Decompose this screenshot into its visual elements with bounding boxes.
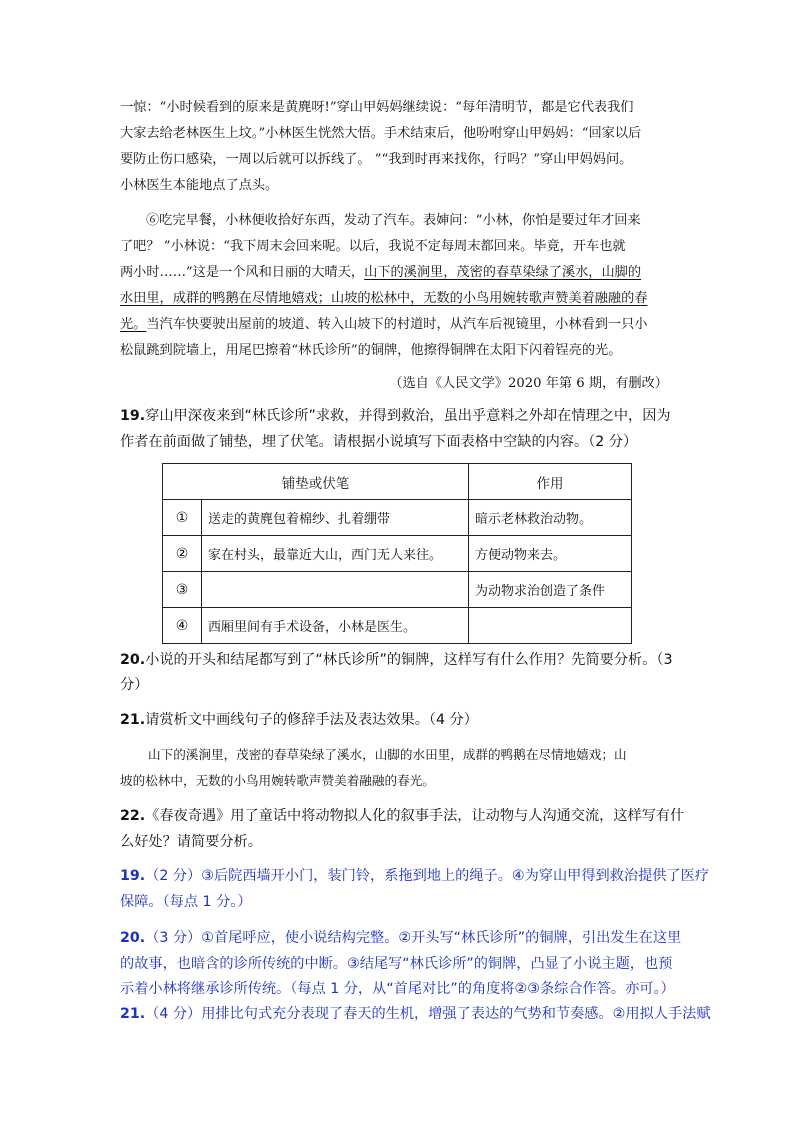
passage-line: 要防止伤口感染，一周以后就可以拆线了。 ”“我到时再来找你，行吗？”穿山甲妈妈问。 xyxy=(120,152,633,167)
question-text: 请赏析文中画线句子的修辞手法及表达效果。（4 分） xyxy=(145,712,478,728)
question-text: 小说的开头和结尾都写到了“林氏诊所”的铜牌，这样写有什么作用？先简要分析。（3 xyxy=(145,652,673,668)
answer-number: 21. xyxy=(120,1006,146,1022)
quoted-sentence: 山下的溪涧里，茂密的春草染绿了溪水，山脚的水田里，成群的鸭鹅在尽情地嬉戏；山 xyxy=(148,747,627,762)
row-number: ④ xyxy=(163,608,202,644)
underlined-sentence: 水田里，成群的鸭鹅在尽情地嬉戏；山坡的松林中，无数的小鸟用婉转歌声赞美着融融的春 xyxy=(120,291,648,306)
question-22 xyxy=(120,806,684,826)
question-21 xyxy=(120,710,478,730)
effect-cell xyxy=(469,608,632,644)
passage-line xyxy=(120,315,648,335)
passage-line: 一惊：“小时候看到的原来是黄麂呀!”穿山甲妈妈继续说：“每年清明节，都是它代表我们 xyxy=(120,100,634,115)
question-19-cont: 作者在前面做了铺垫，埋了伏笔。请根据小说填写下面表格中空缺的内容。（2 分） xyxy=(120,434,638,450)
passage-text: 两小时……”这是一个风和日丽的大晴天， xyxy=(120,265,365,280)
table-header: 铺垫或伏笔 xyxy=(163,464,469,500)
passage-line: 松鼠跳到院墙上，用尾巴擦着“林氏诊所”的铜牌，他擦得铜牌在太阳下闪着锃亮的光。 xyxy=(120,343,622,358)
row-number: ① xyxy=(163,500,202,536)
passage-line: ⑥吃完早餐，小林便收拾好东西，发动了汽车。表婶问：“小林，你怕是要过年才回来 xyxy=(146,213,641,228)
table-header: 作用 xyxy=(469,464,632,500)
question-19 xyxy=(120,406,671,426)
source-citation: （选自《人民文学》2020 年第 6 期，有删改） xyxy=(389,376,668,391)
question-number: 19. xyxy=(120,408,146,424)
question-number: 21. xyxy=(120,712,146,728)
question-number: 22. xyxy=(120,808,146,824)
answer-19 xyxy=(120,866,709,886)
question-number: 20. xyxy=(120,652,146,668)
question-22-cont: 么好处？请简要分析。 xyxy=(120,834,262,850)
table-header-row xyxy=(163,464,632,500)
effect-cell: 为动物求治创造了条件 xyxy=(469,572,632,608)
quoted-sentence: 坡的松林中，无数的小鸟用婉转歌声赞美着融融的春光。 xyxy=(120,773,435,788)
table-row xyxy=(163,608,632,644)
table-row xyxy=(163,536,632,572)
question-20 xyxy=(120,650,673,670)
answer-21 xyxy=(120,1004,711,1024)
row-number: ③ xyxy=(163,572,202,608)
answer-text: （2 分）③后院西墙开小门，装门铃，系拖到地上的绳子。④为穿山甲得到救治提供了医疗 xyxy=(145,868,710,884)
answer-20-cont: 的故事，也暗含的诊所传统的中断。③结尾写“林氏诊所”的铜牌，凸显了小说主题，也预 xyxy=(120,956,673,972)
question-text: 《春夜奇遇》用了童话中将动物拟人化的叙事手法，让动物与人沟通交流，这样写有什 xyxy=(145,808,685,824)
effect-cell: 方便动物来去。 xyxy=(469,536,632,572)
setup-table xyxy=(162,463,632,644)
passage-line: 大家去给老林医生上坟。”小林医生恍然大悟。手术结束后，他吩咐穿山甲妈妈：“回家以后 xyxy=(120,126,642,141)
row-number: ② xyxy=(163,536,202,572)
setup-cell xyxy=(202,572,469,608)
question-text: 穿山甲深夜来到“林氏诊所”求救，并得到救治，虽出乎意料之外却在情理之中，因为 xyxy=(145,408,671,424)
effect-cell: 暗示老林救治动物。 xyxy=(469,500,632,536)
setup-cell: 家在村头，最靠近大山，西门无人来往。 xyxy=(202,536,469,572)
answer-20-cont: 示着小林将继承诊所传统。（每点 1 分，从“首尾对比”的角度将②③条综合作答。亦可。） xyxy=(120,981,675,997)
passage-line: 了吧？ ”小林说：“我下周末会回来呢。以后，我说不定每周末都回来。毕竟，开车也就 xyxy=(120,239,626,254)
question-20-cont: 分） xyxy=(120,677,149,693)
passage-line xyxy=(120,263,641,283)
setup-cell: 送走的黄麂包着棉纱、扎着绷带 xyxy=(202,500,469,536)
underlined-sentence: 光。 xyxy=(120,317,147,332)
table-row xyxy=(163,572,632,608)
setup-cell: 西厢里间有手术设备，小林是医生。 xyxy=(202,608,469,644)
answer-number: 19. xyxy=(120,868,146,884)
table-row xyxy=(163,500,632,536)
answer-number: 20. xyxy=(120,930,146,946)
answer-20 xyxy=(120,928,681,948)
answer-text: （4 分）用排比句式充分表现了春天的生机，增强了表达的气势和节奏感。②用拟人手法赋 xyxy=(145,1006,711,1022)
passage-line: 小林医生本能地点了点头。 xyxy=(120,178,279,193)
underlined-sentence: 山下的溪涧里，茂密的春草染绿了溪水，山脚的 xyxy=(364,265,642,280)
answer-text: （3 分）①首尾呼应，使小说结构完整。②开头写“林氏诊所”的铜牌，引出发生在这里 xyxy=(145,930,682,946)
passage-text: 当汽车快要驶出屋前的坡道、转入山坡下的村道时，从汽车后视镜里，小林看到一只小 xyxy=(146,317,648,332)
answer-19-cont: 保障。（每点 1 分。） xyxy=(120,894,252,910)
